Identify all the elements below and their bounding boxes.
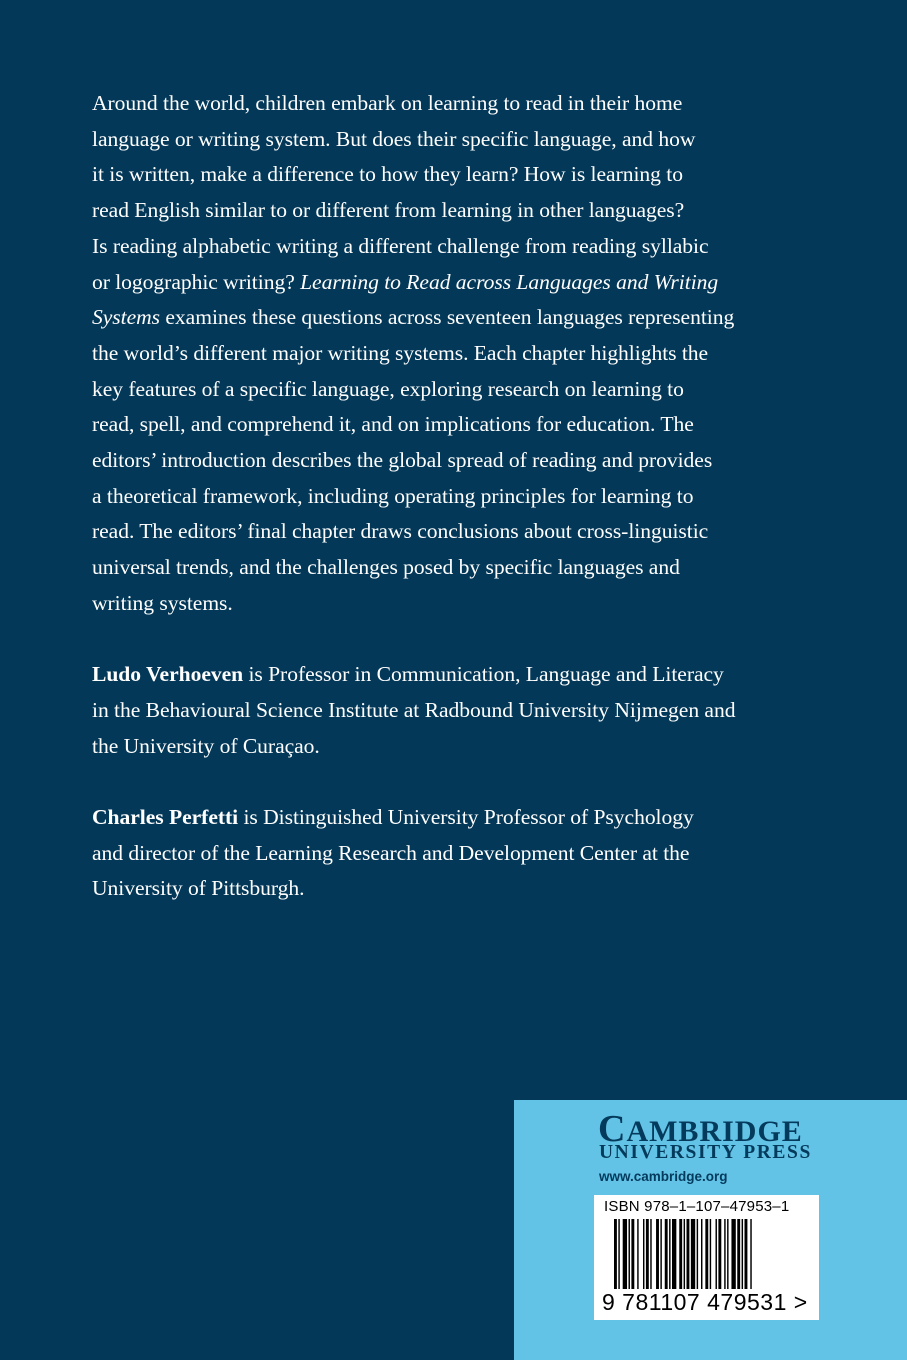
barcode-bar [684, 1219, 685, 1289]
barcode-bar [614, 1219, 617, 1289]
description-line: read. The editors’ final chapter draws conclusions about cross-linguistic [92, 519, 709, 544]
barcode-bar [750, 1219, 751, 1289]
description-line: Around the world, children embark on learning to read in their home [92, 91, 683, 115]
isbn-label: ISBN 978–1–107–47953–1 [604, 1198, 790, 1215]
barcode-bar [705, 1219, 708, 1289]
author-name: Ludo Verhoeven [92, 662, 244, 687]
description-line: Is reading alphabetic writing a different challenge from reading syllabic [92, 233, 709, 258]
barcode-bar [631, 1219, 634, 1289]
barcode-bar [691, 1219, 695, 1289]
description-line: language or writing system. But does their specific language, and how [92, 126, 696, 151]
barcode-bar [637, 1219, 638, 1289]
barcode-bar [697, 1219, 698, 1289]
barcode-bar [618, 1219, 619, 1289]
bio-line: Ludo Verhoeven is Professor in Communication, Language and Literacy [92, 662, 724, 687]
barcode-bar [672, 1219, 676, 1289]
barcode-bar [665, 1219, 668, 1289]
description-line: the world’s different major writing systems. Each chapter highlights the [92, 340, 709, 365]
bio-line: the University of Curaçao. [92, 733, 320, 758]
cover-text [92, 86, 792, 907]
bio-line: and director of the Learning Research and Development Center at the [92, 840, 690, 865]
description-line: key features of a specific language, exploring research on learning to [92, 376, 684, 401]
publisher-url: www.cambridge.org [599, 1169, 728, 1184]
publisher-logo-subtitle: UNIVERSITY PRESS [599, 1142, 812, 1163]
barcode-bar [669, 1219, 670, 1289]
description-line: universal trends, and the challenges posed by specific languages and [92, 555, 680, 580]
barcode-bar [724, 1219, 725, 1289]
barcode-bar [737, 1219, 740, 1289]
barcode-bar [660, 1219, 661, 1289]
barcode-bar [718, 1219, 721, 1289]
barcode-digits: 9 781107 479531 > [602, 1289, 808, 1315]
barcode-bar [646, 1219, 649, 1289]
barcode-bar [701, 1219, 702, 1289]
barcode-bar [656, 1219, 659, 1289]
author-name: Charles Perfetti [92, 805, 239, 830]
bio-line: University of Pittsburgh. [92, 876, 305, 901]
description-line: it is written, make a difference to how they learn? How is learning to [92, 162, 683, 187]
book-title-part: Learning to Read across Languages and Writing [300, 269, 719, 294]
description-line: read, spell, and comprehend it, and on implications for education. The [92, 412, 694, 437]
book-title-part: Systems [92, 305, 161, 330]
bio-line: in the Behavioural Science Institute at Radbound University Nijmegen and [92, 697, 736, 722]
publisher-panel [514, 1100, 907, 1360]
barcode-bar [727, 1219, 728, 1289]
barcode-bar [643, 1219, 644, 1289]
barcode-bar [679, 1219, 682, 1289]
bio-line: Charles Perfetti is Distinguished University Professor of Psychology [92, 805, 694, 830]
description-line: or logographic writing? Learning to Read across Languages and Writing [92, 269, 719, 294]
barcode-bar [731, 1219, 735, 1289]
barcode-bar [716, 1219, 717, 1289]
barcode-bar [623, 1219, 627, 1289]
barcode-bar [710, 1219, 711, 1289]
barcode-bar [687, 1219, 690, 1289]
publisher-logo-name: CAMBRIDGE [598, 1108, 803, 1150]
description-line: writing systems. [92, 590, 233, 615]
author-bio-perfetti [92, 800, 792, 907]
barcode-bar [629, 1219, 630, 1289]
description-line: read English similar to or different from learning in other languages? [92, 198, 685, 223]
barcode-bar [745, 1219, 748, 1289]
description-line: editors’ introduction describes the global spread of reading and provides [92, 448, 713, 473]
author-bio-verhoeven [92, 657, 792, 764]
isbn-barcode [594, 1195, 819, 1320]
barcode-bar [650, 1219, 651, 1289]
book-description [92, 86, 792, 622]
barcode-bar [742, 1219, 743, 1289]
description-line: Systems examines these questions across seventeen languages representing [92, 305, 735, 330]
description-line: a theoretical framework, including operating principles for learning to [92, 483, 694, 508]
